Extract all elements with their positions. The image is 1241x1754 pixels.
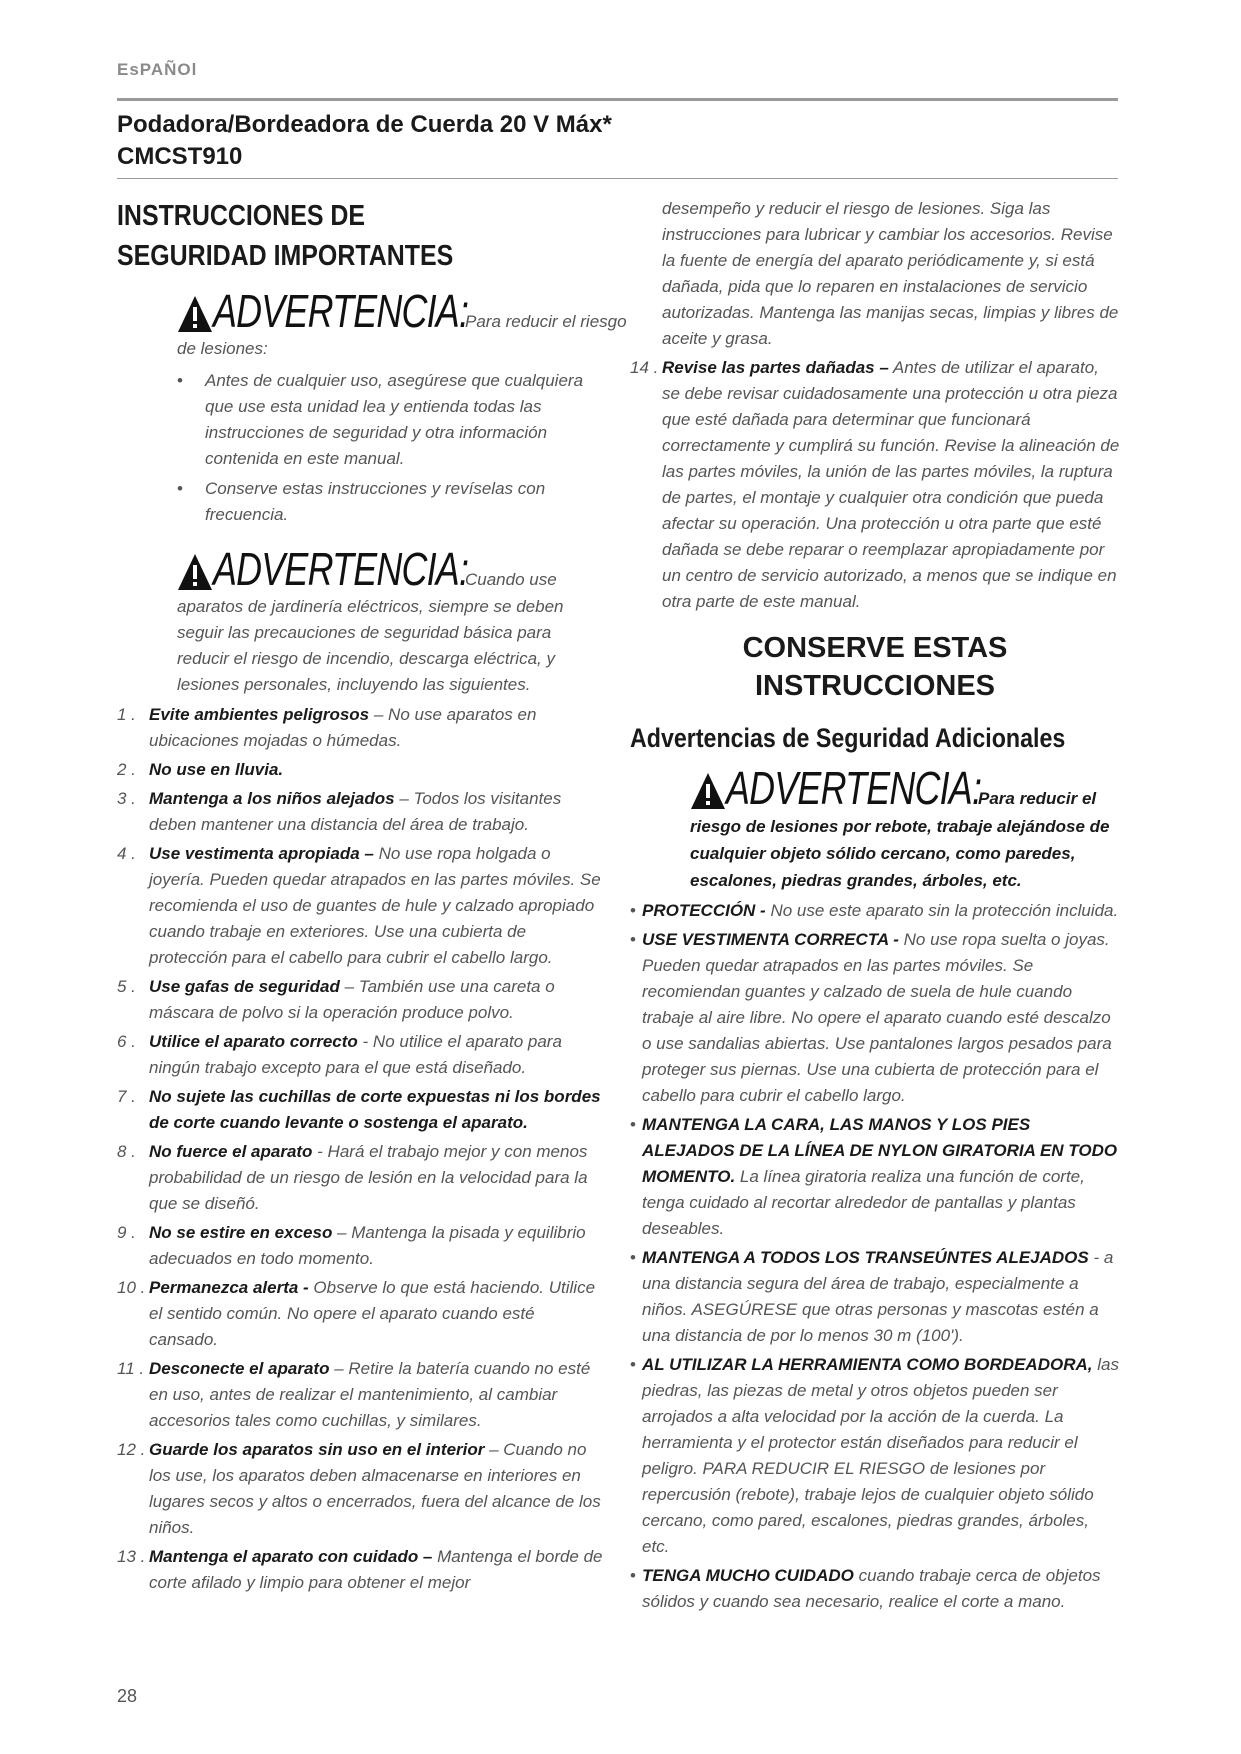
warning-body: aparatos de jardinería eléctricos, siempre se deben seguir las precauciones de seguridad básica para reducir el riesgo de incendio, descarga eléctrica, y lesiones personales, incluyendo las siguientes. xyxy=(177,597,564,694)
warning-triangle-icon xyxy=(690,769,726,813)
header-rule xyxy=(117,98,1118,101)
list-item: 10 . Permanezca alerta - Observe lo que está haciendo. Utilice el sentido común. No opere el aparato cuando esté cansado. xyxy=(117,1278,596,1349)
warning-block-2 xyxy=(177,544,607,698)
list-item: 1 . Evite ambientes peligrosos – No use aparatos en ubicaciones mojadas o húmedas. xyxy=(117,705,537,750)
right-column xyxy=(630,196,1120,1618)
warning-block-1 xyxy=(177,285,627,528)
list-item: 7 . No sujete las cuchillas de corte expuestas ni los bordes de corte cuando levante o sostenga el aparato. xyxy=(117,1087,601,1132)
additional-warnings-heading: Advertencias de Seguridad Adicionales xyxy=(630,723,1066,753)
warning-body: de lesiones: xyxy=(177,339,268,358)
safety-list xyxy=(117,702,607,1596)
section-heading-line-1: INSTRUCCIONES DE xyxy=(117,200,366,232)
title-line-1: Podadora/Bordeadora de Cuerda 20 V Máx* xyxy=(117,111,612,138)
list-item: 5 . Use gafas de seguridad – También use una careta o máscara de polvo si la operación produce polvo. xyxy=(117,977,555,1022)
list-item: 3 . Mantenga a los niños alejados – Todos los visitantes deben mantener una distancia del área de trabajo. xyxy=(117,789,562,834)
warning-body: riesgo de lesiones por rebote, trabaje alejándose de cualquier objeto sólido cercano, como paredes, escalones, piedras grandes, árboles, etc. xyxy=(690,817,1110,890)
list-item: 13 . Mantenga el aparato con cuidado – Mantenga el borde de corte afilado y limpio para obtener el mejor xyxy=(117,1547,603,1592)
list-item: • TENGA MUCHO CUIDADO cuando trabaje cerca de objetos sólidos y cuando sea necesario, realice el corte a mano. xyxy=(630,1563,1120,1615)
continuation-text: desempeño y reducir el riesgo de lesiones. Siga las instrucciones para lubricar y cambiar los accesorios. Revise la fuente de energía del aparato periódicamente y, si está dañada, pida que lo reparen en instalaciones de servicio autorizadas. Mantenga las manijas secas, limpias y libres de aceite y grasa. xyxy=(662,199,1119,348)
list-item: 12 . Guarde los aparatos sin uso en el interior – Cuando no los use, los aparatos deben almacenarse en interiores en lugares secos y altos o encerrados, fuera del alcance de los niños. xyxy=(117,1440,601,1537)
list-item: 8 . No fuerce el aparato - Hará el trabajo mejor y con menos probabilidad de un riesgo de lesión en la velocidad para la que se diseñó. xyxy=(117,1142,588,1213)
list-item: 4 . Use vestimenta apropiada – No use ropa holgada o joyería. Pueden quedar atrapados en las partes móviles. Se recomienda el uso de guantes de hule y calzado apropiado cuando trabaje en exteriores. Use una cubierta de protección para el cabello para cubrir el cabello largo. xyxy=(117,844,601,967)
list-item: • USE VESTIMENTA CORRECTA - No use ropa suelta o joyas. Pueden quedar atrapados en las partes móviles. Se recomiendan guantes y calzado de suela de hule cuando trabaje al aire libre. No opere el aparato cuando esté descalzo o use sandalias abiertas. Use pantalones largos pesados para proteger sus piernas. Use una cubierta de protección para el cabello para cubrir el cabello largo. xyxy=(630,927,1120,1109)
title-rule xyxy=(117,178,1118,179)
list-item: • MANTENGA LA CARA, LAS MANOS Y LOS PIES ALEJADOS DE LA LÍNEA DE NYLON GIRATORIA EN TODO MOMENTO. La línea giratoria realiza una función de corte, tenga cuidado al recortar alrededor de pantallas y plantas deseables. xyxy=(630,1112,1120,1242)
warning-bullets xyxy=(177,368,607,528)
language-label: EsPAÑOl xyxy=(117,60,198,79)
section-heading-line-2: SEGURIDAD IMPORTANTES xyxy=(117,240,454,272)
left-column xyxy=(117,196,627,1599)
list-item: • Antes de cualquier uso, asegúrese que cualquiera que use esta unidad lea y entienda todas las instrucciones de seguridad y otra información contenida en este manual. xyxy=(177,368,607,472)
safety-list-continued xyxy=(630,355,1120,615)
warning-lead: Para reducir el xyxy=(978,789,1097,808)
conserve-line-1: CONSERVE ESTAS xyxy=(742,632,1008,664)
list-item: 14 . Revise las partes dañadas – Antes de utilizar el aparato, se debe revisar cuidadosamente una protección u otra pieza que esté dañada para determinar que funcionará correctamente y cumplirá su función. Revise la alineación de las partes móviles, la unión de las partes móviles, la ruptura de partes, el montaje y cualquier otra condición que pueda afectar su operación. Una protección u otra parte que esté dañada se debe reparar o reemplazar apropiadamente por un centro de servicio autorizado, a menos que se indique en otra parte de este manual. xyxy=(630,358,1120,611)
conserve-line-2: INSTRUCCIONES xyxy=(754,670,996,702)
warning-word: ADVERTENCIA: xyxy=(726,762,982,814)
warning-word: ADVERTENCIA: xyxy=(213,543,469,595)
list-item: • MANTENGA A TODOS LOS TRANSEÚNTES ALEJADOS - a una distancia segura del área de trabajo, especialmente a niños. ASEGÚRESE que otras personas y mascotas estén a una distancia de por lo menos 30 m (100'). xyxy=(630,1245,1120,1349)
section-heading xyxy=(117,196,538,276)
list-item: • PROTECCIÓN - No use este aparato sin la protección incluida. xyxy=(630,898,1120,924)
document-title xyxy=(117,109,612,173)
warning-triangle-icon xyxy=(177,550,213,594)
list-item: • AL UTILIZAR LA HERRAMIENTA COMO BORDEADORA, las piedras, las piezas de metal y otros objetos pueden ser arrojados a alta velocidad por la acción de la cuerda. La herramienta y el protector están diseñados para reducir el peligro. PARA REDUCIR EL RIESGO de lesiones por repercusión (rebote), trabaje lejos de cualquier objeto sólido cercano, como pared, escalones, piedras grandes, árboles, etc. xyxy=(630,1352,1120,1560)
warning-triangle-icon xyxy=(177,292,213,336)
warning-lead: Para reducir el riesgo xyxy=(465,312,627,331)
additional-warnings-list xyxy=(630,898,1120,1615)
title-line-2: CMCST910 xyxy=(117,143,243,170)
warning-block-3 xyxy=(690,763,1120,894)
conserve-heading xyxy=(630,629,1120,705)
list-item: 11 . Desconecte el aparato – Retire la batería cuando no esté en uso, antes de realizar el mantenimiento, al cambiar accesorios tales como cuchillas, y similares. xyxy=(117,1359,591,1430)
list-item: 9 . No se estire en exceso – Mantenga la pisada y equilibrio adecuados en todo momento. xyxy=(117,1223,586,1268)
page-number: 28 xyxy=(117,1686,138,1706)
warning-lead: Cuando use xyxy=(465,570,557,589)
list-item: 2 . No use en lluvia. xyxy=(117,760,284,779)
warning-word: ADVERTENCIA: xyxy=(213,285,469,337)
list-item: 6 . Utilice el aparato correcto - No utilice el aparato para ningún trabajo excepto para el que está diseñado. xyxy=(117,1032,562,1077)
list-item: • Conserve estas instrucciones y revíselas con frecuencia. xyxy=(177,476,607,528)
